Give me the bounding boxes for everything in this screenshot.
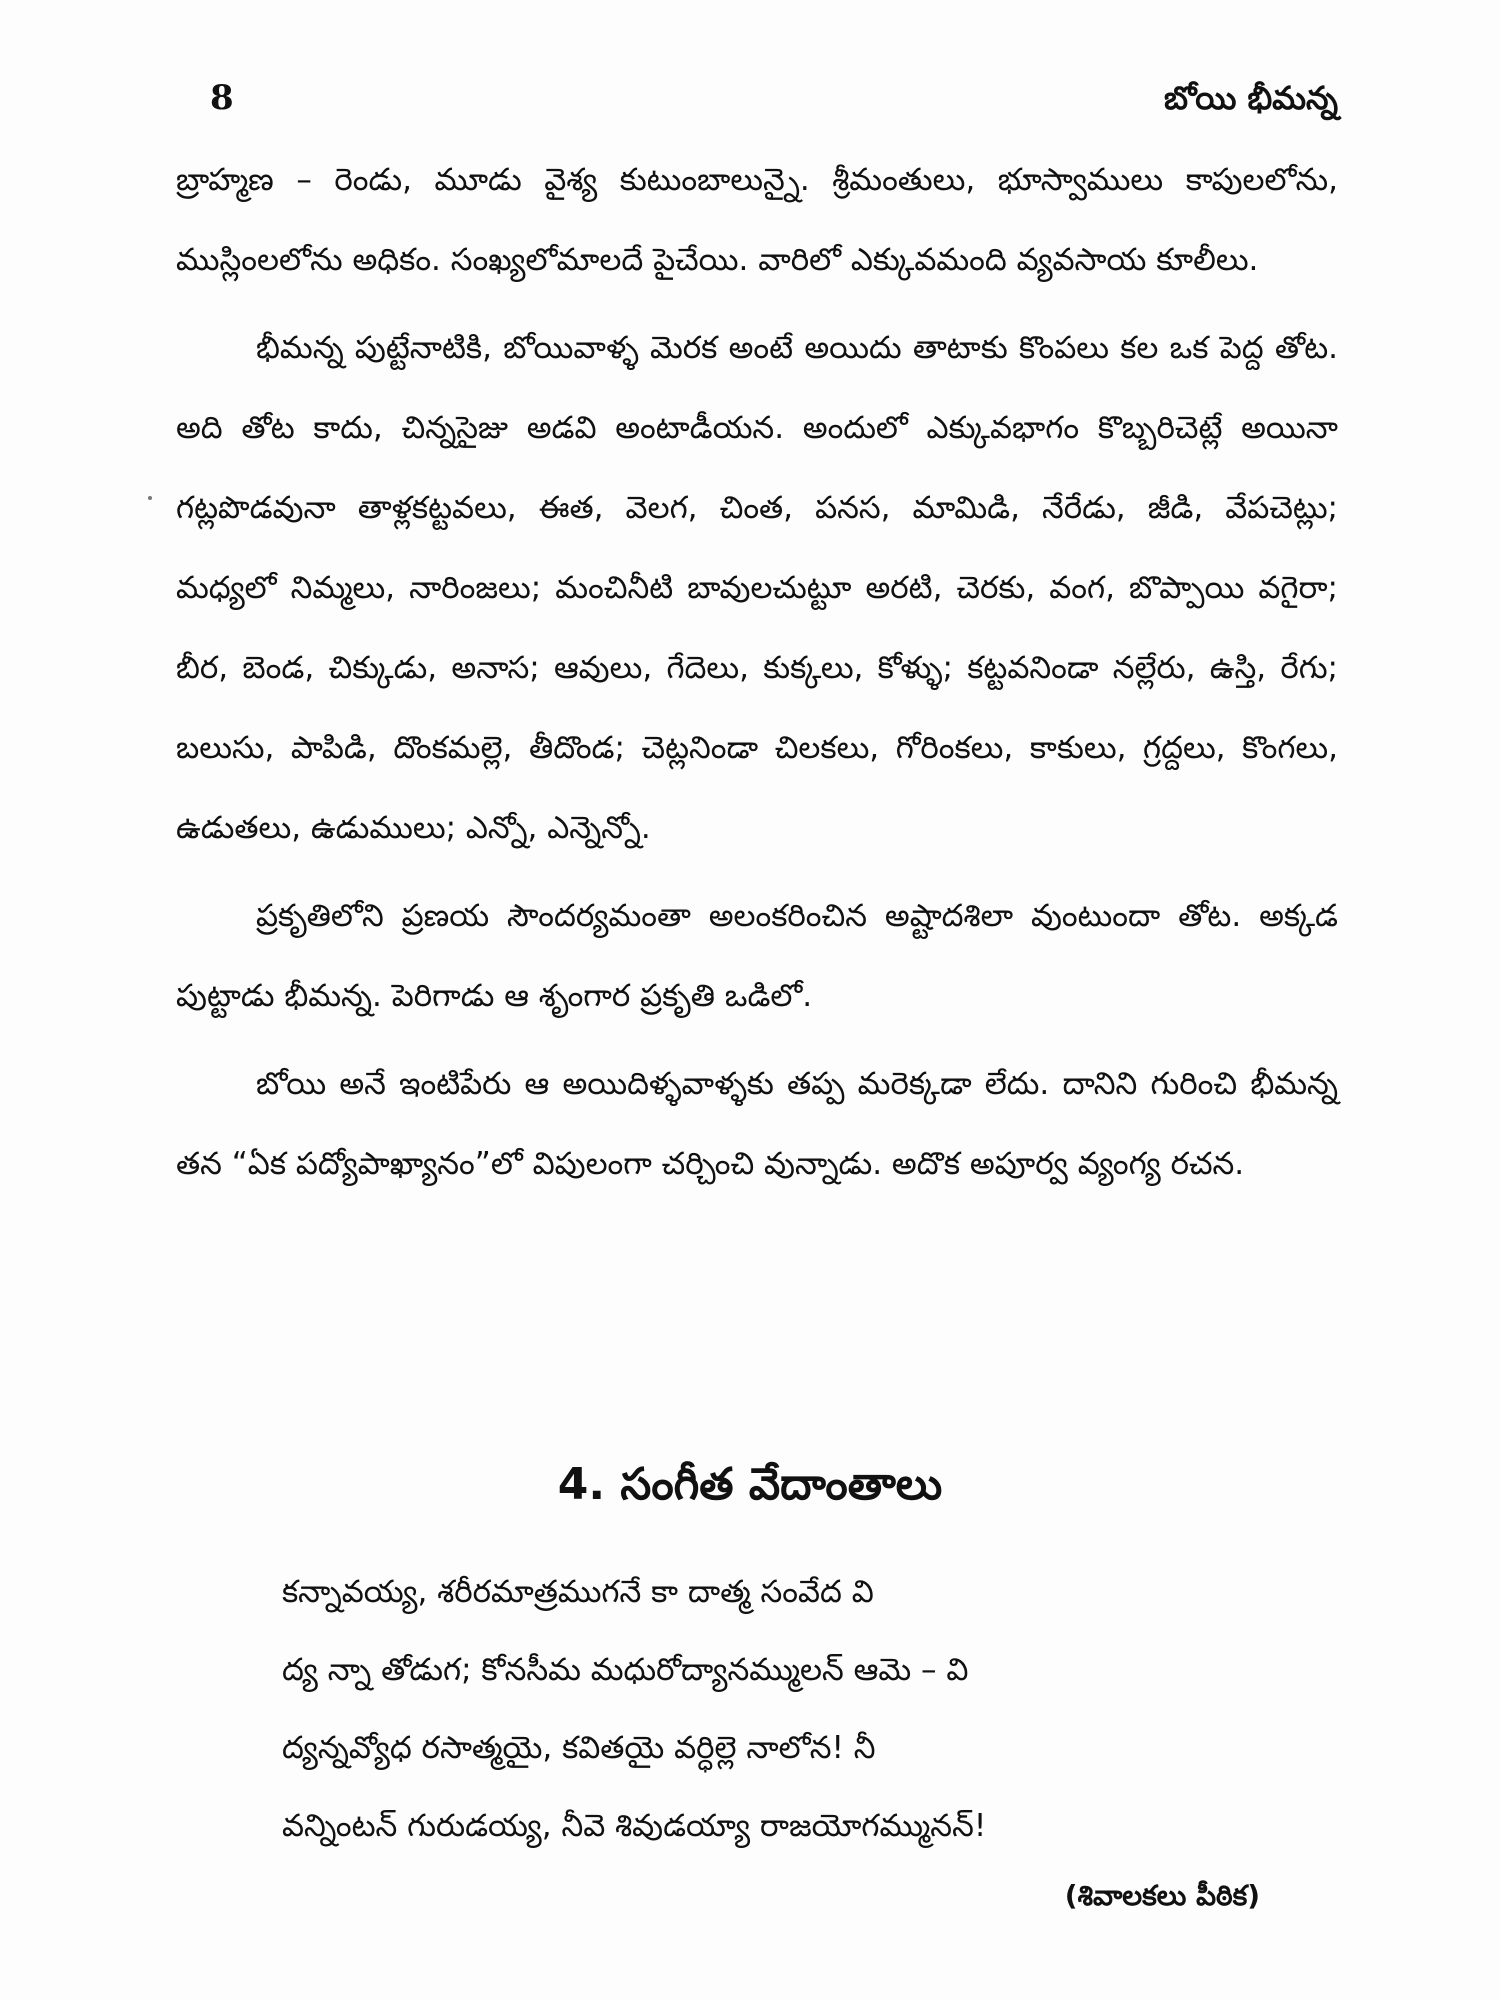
page-number: 8 (210, 78, 234, 118)
stray-ink-dot (148, 496, 152, 500)
verse-line: వన్నింటన్ గురుడయ్య, నీవె శివుడయ్యా రాజయోగమ్మునన్! (282, 1808, 987, 1844)
book-title-header: బోయి భీమన్న (1163, 79, 1338, 117)
paragraph-2: భీమన్న పుట్టేనాటికి, బోయివాళ్ళ మెరక అంటే అయిదు తాటాకు కొంపలు కల ఒక పెద్ద తోట. అది తోట కాదు, చిన్నసైజు అడవి అంటాడీయన. అందులో ఎక్కువభాగం కొబ్బరిచెట్లే అయినా గట్లపొడవునా తాళ్లకట్టవలు, ఈత, వెలగ, చింత, పనస, మామిడి, నేరేడు, జీడి, వేపచెట్లు; మధ్యలో నిమ్మలు, నారింజలు; మంచినీటి బావులచుట్టూ అరటి, చెరకు, వంగ, బొప్పాయి వగైరా; బీర, బెండ, చిక్కుడు, అనాస; ఆవులు, గేదెలు, కుక్కలు, కోళ్ళు; కట్టవనిండా నల్లేరు, ఉస్తి, రేగు; బలుసు, పాపిడి, దొంకమల్లె, తీదొండ; చెట్లనిండా చిలకలు, గోరింకలు, కాకులు, గ్రద్దలు, కొంగలు, ఉడుతలు, ఉడుములు; ఎన్నో, ఎన్నెన్నో. (176, 330, 1338, 846)
verse-line: ద్యన్నవ్యోధ రసాత్మయై, కవితయై వర్ధిల్లె నాలోన! నీ (282, 1730, 876, 1766)
paragraph-3: ప్రకృతిలోని ప్రణయ సౌందర్యమంతా అలంకరించిన అష్టాదశిలా వుంటుందా తోట. అక్కడ పుట్టాడు భీమన్న. పెరిగాడు ఆ శృంగార ప్రకృతి ఒడిలో. (176, 898, 1338, 1014)
body-text (176, 140, 1338, 1204)
verse-line: కన్నావయ్య, శరీరమాత్రముగనే కా దాత్మ సంవేద వి (282, 1574, 874, 1610)
chapter-heading: 4. సంగీత వేదాంతాలు (557, 1459, 943, 1510)
verse-line: ద్య న్నా తోడుగ; కోనసీమ మధురోద్యానమ్ములన్ ఆమె – వి (282, 1652, 969, 1688)
paragraph-4: బోయి అనే ఇంటిపేరు ఆ అయిదిళ్ళవాళ్ళకు తప్ప మరెక్కడా లేదు. దానిని గురించి భీమన్న తన “ఏక పద్యోపాఖ్యానం”లో విపులంగా చర్చించి వున్నాడు. అదొక అపూర్వ వ్యంగ్య రచన. (176, 1066, 1338, 1182)
verse-block (282, 1553, 1282, 1865)
paragraph-1: బ్రాహ్మణ – రెండు, మూడు వైశ్య కుటుంబాలున్నై. శ్రీమంతులు, భూస్వాములు కాపులలోను, ముస్లింలలోను అధికం. సంఖ్యలోమాలదే పైచేయి. వారిలో ఎక్కువమంది వ్యవసాయ కూలీలు. (176, 162, 1338, 278)
running-header (210, 68, 1338, 128)
verse-source: (శివాలకలు పీఠిక) (1064, 1879, 1260, 1912)
